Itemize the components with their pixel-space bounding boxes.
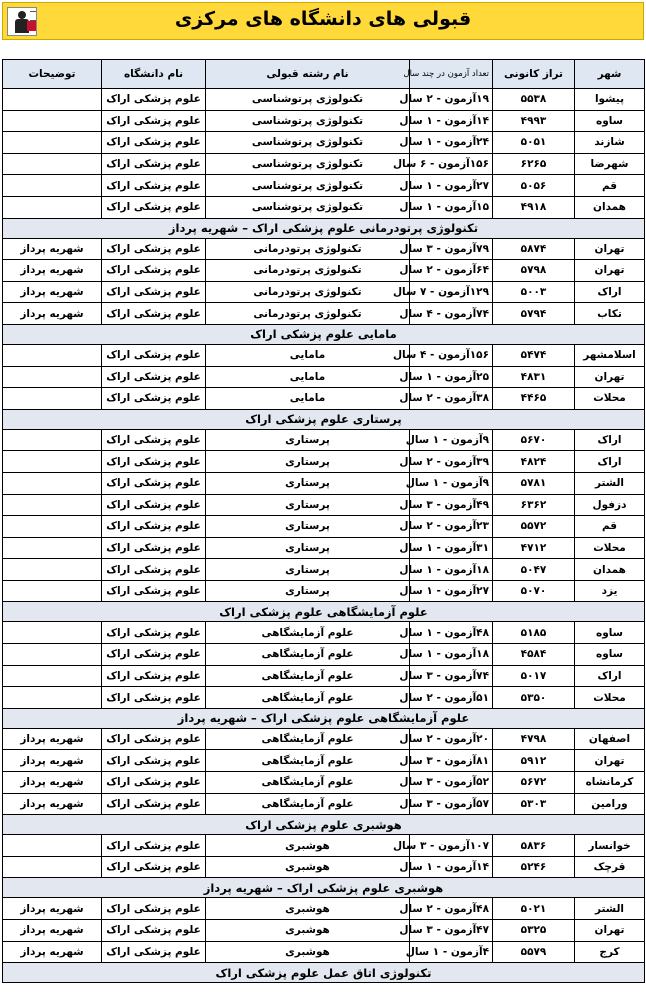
- cell-score: ۵۶۷۰: [493, 429, 575, 451]
- table-row: [3, 451, 645, 473]
- cell-city: اسلامشهر: [575, 344, 645, 366]
- cell-city: تکاب: [575, 303, 645, 325]
- cell-city: شازند: [575, 132, 645, 154]
- cell-major: تکنولوژی پرتودرمانی: [206, 281, 410, 303]
- cell-exams: ۵۷آزمون - ۳ سال: [410, 793, 493, 815]
- cell-score: ۵۴۷۴: [493, 344, 575, 366]
- cell-major: پرستاری: [206, 559, 410, 581]
- cell-city: الشتر: [575, 472, 645, 494]
- cell-score: ۴۷۹۸: [493, 728, 575, 750]
- cell-city: اراک: [575, 451, 645, 473]
- cell-university: علوم پزشکی اراک: [102, 728, 206, 750]
- cell-exams: ۱۵۶آزمون - ۴ سال: [410, 344, 493, 366]
- cell-university: علوم پزشکی اراک: [102, 941, 206, 963]
- cell-major: پرستاری: [206, 516, 410, 538]
- cell-exams: ۳۱آزمون - ۱ سال: [410, 537, 493, 559]
- cell-city: الشتر: [575, 898, 645, 920]
- section-header: [3, 708, 645, 728]
- cell-score: ۴۵۸۴: [493, 644, 575, 666]
- cell-score: ۵۰۵۱: [493, 132, 575, 154]
- cell-exams: ۴۷آزمون - ۳ سال: [410, 920, 493, 942]
- cell-university: علوم پزشکی اراک: [102, 898, 206, 920]
- table-row: [3, 89, 645, 111]
- cell-notes: [3, 429, 102, 451]
- cell-exams: ۲۵آزمون - ۱ سال: [410, 366, 493, 388]
- section-title: تکنولوژی اتاق عمل علوم پزشکی اراک: [3, 963, 645, 983]
- section-title: علوم آزمایشگاهی علوم پزشکی اراک – شهریه پرداز: [3, 708, 645, 728]
- cell-score: ۵۷۹۸: [493, 260, 575, 282]
- cell-notes: [3, 132, 102, 154]
- cell-university: علوم پزشکی اراک: [102, 344, 206, 366]
- cell-exams: ۹آزمون - ۱ سال: [410, 429, 493, 451]
- cell-city: محلات: [575, 388, 645, 410]
- cell-major: پرستاری: [206, 472, 410, 494]
- section-title: تکنولوژی پرتودرمانی علوم پزشکی اراک – شهریه پرداز: [3, 218, 645, 238]
- table-row: [3, 898, 645, 920]
- table-body: [3, 89, 645, 983]
- cell-major: هوشبری: [206, 856, 410, 878]
- title-banner: [2, 2, 644, 40]
- cell-exams: ۵۱آزمون - ۲ سال: [410, 687, 493, 709]
- cell-notes: [3, 644, 102, 666]
- cell-notes: شهریه پرداز: [3, 303, 102, 325]
- section-title: مامایی علوم پزشکی اراک: [3, 324, 645, 344]
- cell-city: ساوه: [575, 644, 645, 666]
- cell-score: ۵۱۸۵: [493, 622, 575, 644]
- cell-city: اراک: [575, 429, 645, 451]
- header-exams: تعداد آزمون در چند سال: [410, 60, 493, 89]
- cell-notes: شهریه پرداز: [3, 772, 102, 794]
- cell-university: علوم پزشکی اراک: [102, 260, 206, 282]
- cell-score: ۶۲۶۵: [493, 153, 575, 175]
- cell-exams: ۱۵۶آزمون - ۶ سال: [410, 153, 493, 175]
- cell-score: ۵۹۱۲: [493, 750, 575, 772]
- cell-city: تهران: [575, 366, 645, 388]
- table-row: [3, 196, 645, 218]
- cell-notes: [3, 175, 102, 197]
- admissions-table: [2, 59, 645, 983]
- cell-major: هوشبری: [206, 941, 410, 963]
- cell-city: کرمانشاه: [575, 772, 645, 794]
- cell-exams: ۱۸آزمون - ۱ سال: [410, 559, 493, 581]
- cell-score: ۵۷۸۱: [493, 472, 575, 494]
- cell-city: اصفهان: [575, 728, 645, 750]
- cell-score: ۵۶۷۲: [493, 772, 575, 794]
- cell-university: علوم پزشکی اراک: [102, 559, 206, 581]
- cell-university: علوم پزشکی اراک: [102, 472, 206, 494]
- cell-notes: [3, 665, 102, 687]
- header-university: نام دانشگاه: [102, 60, 206, 89]
- section-title: هوشبری علوم پزشکی اراک: [3, 815, 645, 835]
- cell-exams: ۱۹آزمون - ۲ سال: [410, 89, 493, 111]
- cell-major: مامایی: [206, 366, 410, 388]
- cell-city: همدان: [575, 559, 645, 581]
- cell-major: هوشبری: [206, 898, 410, 920]
- cell-score: ۵۵۷۲: [493, 516, 575, 538]
- section-header: [3, 815, 645, 835]
- cell-city: پیشوا: [575, 89, 645, 111]
- cell-score: ۴۸۲۴: [493, 451, 575, 473]
- cell-university: علوم پزشکی اراک: [102, 665, 206, 687]
- cell-exams: ۲۰آزمون - ۲ سال: [410, 728, 493, 750]
- cell-major: مامایی: [206, 388, 410, 410]
- cell-exams: ۳۸آزمون - ۲ سال: [410, 388, 493, 410]
- cell-score: ۵۳۰۳: [493, 793, 575, 815]
- table-row: [3, 344, 645, 366]
- table-row: [3, 281, 645, 303]
- cell-university: علوم پزشکی اراک: [102, 772, 206, 794]
- cell-notes: [3, 344, 102, 366]
- table-row: [3, 772, 645, 794]
- section-header: [3, 218, 645, 238]
- cell-notes: [3, 153, 102, 175]
- cell-city: کرج: [575, 941, 645, 963]
- cell-major: تکنولوژی پرتوشناسی: [206, 132, 410, 154]
- cell-city: همدان: [575, 196, 645, 218]
- cell-exams: ۷۴آزمون - ۴ سال: [410, 303, 493, 325]
- table-row: [3, 941, 645, 963]
- table-row: [3, 260, 645, 282]
- cell-city: محلات: [575, 687, 645, 709]
- cell-score: ۵۵۳۸: [493, 89, 575, 111]
- table-row: [3, 366, 645, 388]
- cell-notes: [3, 856, 102, 878]
- cell-score: ۵۰۵۶: [493, 175, 575, 197]
- cell-major: تکنولوژی پرتوشناسی: [206, 89, 410, 111]
- cell-major: پرستاری: [206, 580, 410, 602]
- cell-university: علوم پزشکی اراک: [102, 110, 206, 132]
- cell-exams: ۴آزمون - ۱ سال: [410, 941, 493, 963]
- section-header: [3, 963, 645, 983]
- cell-major: تکنولوژی پرتودرمانی: [206, 260, 410, 282]
- cell-major: تکنولوژی پرتوشناسی: [206, 175, 410, 197]
- table-row: [3, 429, 645, 451]
- cell-notes: [3, 537, 102, 559]
- cell-major: مامایی: [206, 344, 410, 366]
- table-row: [3, 110, 645, 132]
- cell-university: علوم پزشکی اراک: [102, 132, 206, 154]
- cell-exams: ۲۷آزمون - ۱ سال: [410, 175, 493, 197]
- cell-notes: [3, 622, 102, 644]
- cell-university: علوم پزشکی اراک: [102, 451, 206, 473]
- cell-university: علوم پزشکی اراک: [102, 622, 206, 644]
- cell-notes: [3, 559, 102, 581]
- table-row: [3, 580, 645, 602]
- section-title: هوشبری علوم پزشکی اراک – شهریه پرداز: [3, 878, 645, 898]
- cell-exams: ۲۷آزمون - ۱ سال: [410, 580, 493, 602]
- cell-university: علوم پزشکی اراک: [102, 856, 206, 878]
- cell-university: علوم پزشکی اراک: [102, 429, 206, 451]
- table-row: [3, 238, 645, 260]
- cell-notes: [3, 494, 102, 516]
- cell-major: هوشبری: [206, 920, 410, 942]
- table-row: [3, 132, 645, 154]
- table-row: [3, 388, 645, 410]
- cell-score: ۵۰۷۰: [493, 580, 575, 602]
- cell-city: یزد: [575, 580, 645, 602]
- cell-exams: ۲۴آزمون - ۱ سال: [410, 132, 493, 154]
- table-row: [3, 728, 645, 750]
- cell-exams: ۴۸آزمون - ۲ سال: [410, 898, 493, 920]
- cell-score: ۵۳۲۵: [493, 920, 575, 942]
- cell-city: اراک: [575, 281, 645, 303]
- cell-city: دزفول: [575, 494, 645, 516]
- cell-score: ۵۷۹۴: [493, 303, 575, 325]
- header-major: نام رشته قبولی: [206, 60, 410, 89]
- cell-notes: [3, 516, 102, 538]
- cell-score: ۵۰۲۱: [493, 898, 575, 920]
- cell-notes: [3, 388, 102, 410]
- cell-university: علوم پزشکی اراک: [102, 793, 206, 815]
- table-row: [3, 856, 645, 878]
- cell-exams: ۵۲آزمون - ۳ سال: [410, 772, 493, 794]
- cell-major: پرستاری: [206, 451, 410, 473]
- cell-major: علوم آزمایشگاهی: [206, 793, 410, 815]
- cell-exams: ۴۸آزمون - ۱ سال: [410, 622, 493, 644]
- table-row: [3, 494, 645, 516]
- table-row: [3, 793, 645, 815]
- cell-exams: ۱۵آزمون - ۱ سال: [410, 196, 493, 218]
- header-city: شهر: [575, 60, 645, 89]
- cell-university: علوم پزشکی اراک: [102, 153, 206, 175]
- cell-university: علوم پزشکی اراک: [102, 537, 206, 559]
- cell-city: تهران: [575, 260, 645, 282]
- cell-university: علوم پزشکی اراک: [102, 920, 206, 942]
- cell-major: تکنولوژی پرتودرمانی: [206, 303, 410, 325]
- cell-university: علوم پزشکی اراک: [102, 750, 206, 772]
- cell-exams: ۱۴آزمون - ۱ سال: [410, 110, 493, 132]
- page-title: قبولی های دانشگاه های مرکزی: [174, 8, 472, 30]
- table-row: [3, 644, 645, 666]
- header-score: تراز کانونی: [493, 60, 575, 89]
- cell-exams: ۴۹آزمون - ۳ سال: [410, 494, 493, 516]
- cell-score: ۵۸۷۴: [493, 238, 575, 260]
- table-row: [3, 750, 645, 772]
- cell-notes: [3, 451, 102, 473]
- table-row: [3, 622, 645, 644]
- cell-city: ساوه: [575, 110, 645, 132]
- cell-major: پرستاری: [206, 537, 410, 559]
- cell-university: علوم پزشکی اراک: [102, 281, 206, 303]
- cell-major: علوم آزمایشگاهی: [206, 772, 410, 794]
- cell-major: علوم آزمایشگاهی: [206, 750, 410, 772]
- section-header: [3, 602, 645, 622]
- section-header: [3, 409, 645, 429]
- cell-major: پرستاری: [206, 429, 410, 451]
- table-row: [3, 472, 645, 494]
- cell-score: ۴۹۹۳: [493, 110, 575, 132]
- cell-city: شهرضا: [575, 153, 645, 175]
- cell-university: علوم پزشکی اراک: [102, 238, 206, 260]
- cell-notes: شهریه پرداز: [3, 941, 102, 963]
- cell-university: علوم پزشکی اراک: [102, 175, 206, 197]
- cell-notes: شهریه پرداز: [3, 898, 102, 920]
- cell-city: تهران: [575, 750, 645, 772]
- cell-exams: ۳۹آزمون - ۲ سال: [410, 451, 493, 473]
- cell-major: علوم آزمایشگاهی: [206, 644, 410, 666]
- header-row: [3, 60, 645, 89]
- cell-university: علوم پزشکی اراک: [102, 388, 206, 410]
- cell-notes: شهریه پرداز: [3, 920, 102, 942]
- cell-city: اراک: [575, 665, 645, 687]
- cell-major: علوم آزمایشگاهی: [206, 665, 410, 687]
- cell-exams: ۹آزمون - ۱ سال: [410, 472, 493, 494]
- header-notes: توضیحات: [3, 60, 102, 89]
- cell-major: پرستاری: [206, 494, 410, 516]
- cell-exams: ۱۰۷آزمون - ۳ سال: [410, 835, 493, 857]
- cell-score: ۵۲۴۶: [493, 856, 575, 878]
- cell-score: ۴۸۳۱: [493, 366, 575, 388]
- cell-city: محلات: [575, 537, 645, 559]
- cell-university: علوم پزشکی اراک: [102, 303, 206, 325]
- cell-city: خوانسار: [575, 835, 645, 857]
- cell-university: علوم پزشکی اراک: [102, 835, 206, 857]
- cell-notes: شهریه پرداز: [3, 238, 102, 260]
- cell-major: تکنولوژی پرتوشناسی: [206, 196, 410, 218]
- cell-major: هوشبری: [206, 835, 410, 857]
- cell-score: ۵۳۵۰: [493, 687, 575, 709]
- cell-major: تکنولوژی پرتوشناسی: [206, 110, 410, 132]
- table-row: [3, 153, 645, 175]
- cell-university: علوم پزشکی اراک: [102, 516, 206, 538]
- cell-score: ۴۹۱۸: [493, 196, 575, 218]
- cell-exams: ۱۲۹آزمون - ۷ سال: [410, 281, 493, 303]
- cell-major: تکنولوژی پرتوشناسی: [206, 153, 410, 175]
- cell-exams: ۷۴آزمون - ۳ سال: [410, 665, 493, 687]
- cell-university: علوم پزشکی اراک: [102, 687, 206, 709]
- cell-city: ورامین: [575, 793, 645, 815]
- cell-score: ۵۰۱۷: [493, 665, 575, 687]
- cell-notes: شهریه پرداز: [3, 281, 102, 303]
- cell-university: علوم پزشکی اراک: [102, 366, 206, 388]
- cell-notes: [3, 366, 102, 388]
- section-title: علوم آزمایشگاهی علوم پزشکی اراک: [3, 602, 645, 622]
- section-title: پرستاری علوم پزشکی اراک: [3, 409, 645, 429]
- table-row: [3, 665, 645, 687]
- cell-university: علوم پزشکی اراک: [102, 196, 206, 218]
- cell-city: تهران: [575, 238, 645, 260]
- cell-score: ۵۰۰۳: [493, 281, 575, 303]
- table-row: [3, 559, 645, 581]
- cell-major: علوم آزمایشگاهی: [206, 622, 410, 644]
- cell-score: ۴۴۶۵: [493, 388, 575, 410]
- cell-city: قم: [575, 175, 645, 197]
- cell-city: قم: [575, 516, 645, 538]
- table-row: [3, 920, 645, 942]
- cell-major: علوم آزمایشگاهی: [206, 728, 410, 750]
- cell-score: ۴۷۱۲: [493, 537, 575, 559]
- cell-notes: شهریه پرداز: [3, 728, 102, 750]
- cell-exams: ۲۳آزمون - ۲ سال: [410, 516, 493, 538]
- table-row: [3, 687, 645, 709]
- table-row: [3, 516, 645, 538]
- cell-university: علوم پزشکی اراک: [102, 644, 206, 666]
- cell-notes: [3, 835, 102, 857]
- cell-notes: [3, 89, 102, 111]
- cell-score: ۵۵۷۹: [493, 941, 575, 963]
- cell-exams: ۷۹آزمون - ۳ سال: [410, 238, 493, 260]
- cell-city: ساوه: [575, 622, 645, 644]
- cell-university: علوم پزشکی اراک: [102, 89, 206, 111]
- cell-notes: [3, 110, 102, 132]
- cell-major: علوم آزمایشگاهی: [206, 687, 410, 709]
- table-row: [3, 537, 645, 559]
- table-row: [3, 835, 645, 857]
- table-row: [3, 175, 645, 197]
- cell-exams: ۱۴آزمون - ۱ سال: [410, 856, 493, 878]
- cell-city: قرچک: [575, 856, 645, 878]
- cell-score: ۶۳۶۲: [493, 494, 575, 516]
- cell-notes: [3, 580, 102, 602]
- cell-score: ۵۸۳۶: [493, 835, 575, 857]
- cell-notes: شهریه پرداز: [3, 750, 102, 772]
- cell-notes: [3, 472, 102, 494]
- cell-notes: [3, 196, 102, 218]
- cell-notes: [3, 687, 102, 709]
- cell-notes: شهریه پرداز: [3, 260, 102, 282]
- cell-notes: شهریه پرداز: [3, 793, 102, 815]
- table-row: [3, 303, 645, 325]
- cell-major: تکنولوژی پرتودرمانی: [206, 238, 410, 260]
- cell-exams: ۱۸آزمون - ۱ سال: [410, 644, 493, 666]
- section-header: [3, 878, 645, 898]
- cell-score: ۵۰۴۷: [493, 559, 575, 581]
- cell-exams: ۶۴آزمون - ۲ سال: [410, 260, 493, 282]
- cell-university: علوم پزشکی اراک: [102, 580, 206, 602]
- cell-exams: ۸۱آزمون - ۳ سال: [410, 750, 493, 772]
- cell-city: تهران: [575, 920, 645, 942]
- section-header: [3, 324, 645, 344]
- cell-university: علوم پزشکی اراک: [102, 494, 206, 516]
